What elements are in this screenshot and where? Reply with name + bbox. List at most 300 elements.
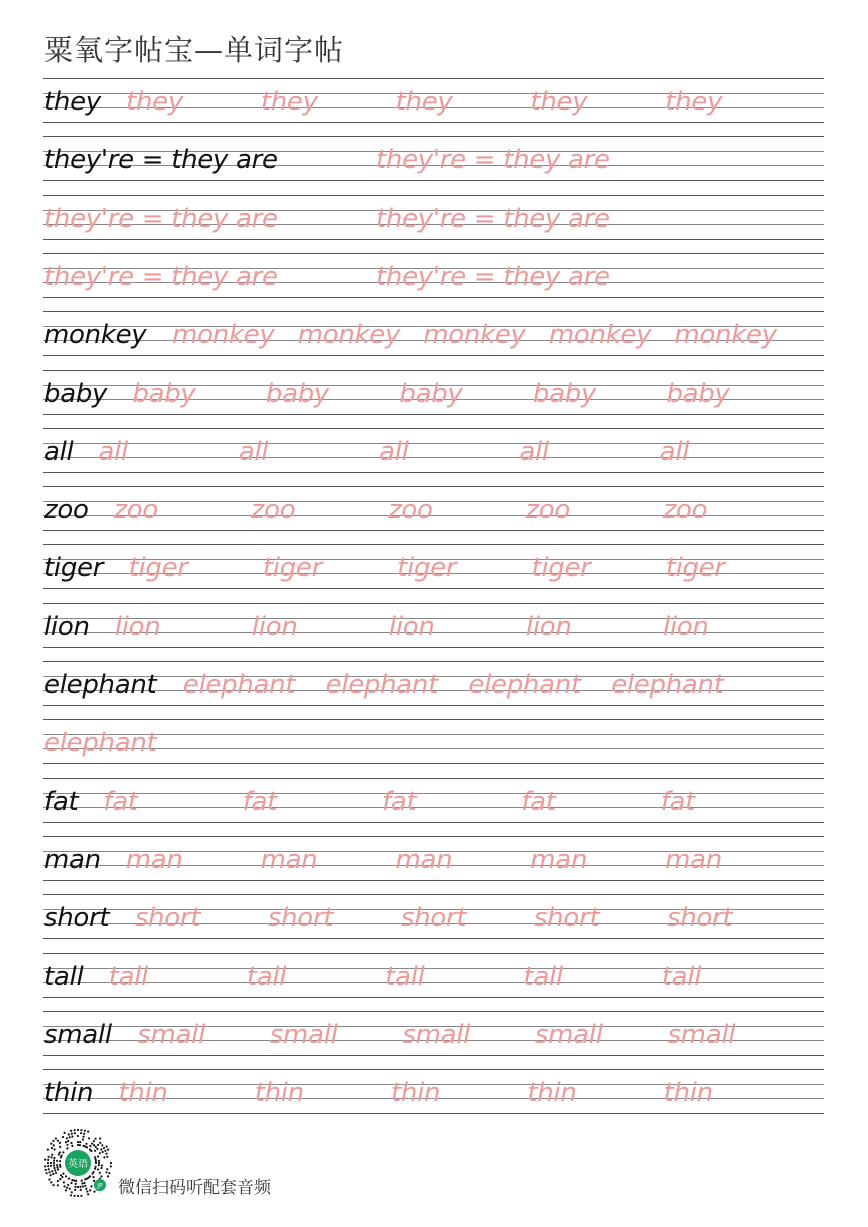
ruling-line [43, 763, 824, 764]
trace-word: they're = they are [44, 261, 278, 292]
qr-dot [70, 1182, 72, 1184]
qr-dot [75, 1183, 77, 1185]
qr-dot [101, 1144, 103, 1146]
qr-dot [62, 1151, 64, 1153]
qr-dot [48, 1168, 50, 1170]
ruling-line [43, 836, 824, 837]
qr-dot [99, 1137, 101, 1139]
trace-word: elephant [468, 670, 581, 700]
ruling-line [43, 355, 824, 356]
ruling-line [43, 982, 824, 983]
trace-word: thin [663, 1078, 713, 1109]
trace-word: monkey [423, 320, 526, 351]
trace-word: lion [525, 611, 572, 642]
qr-dot [85, 1188, 87, 1190]
trace-word: elephant [325, 670, 438, 700]
qr-dot [65, 1175, 67, 1177]
qr-dot [62, 1173, 64, 1175]
trace-word: they're = they are [376, 261, 610, 292]
qr-dot [77, 1144, 79, 1146]
ruling-line [43, 1069, 824, 1070]
trace-word: short [533, 903, 600, 934]
qr-dot [50, 1174, 52, 1176]
qr-dot [66, 1147, 68, 1149]
ruling-line [43, 938, 824, 939]
qr-dot [108, 1172, 110, 1174]
trace-word: baby [532, 378, 597, 409]
qr-dot [87, 1131, 89, 1133]
qr-dot [64, 1132, 66, 1134]
practice-row [0, 544, 868, 602]
qr-dot [71, 1145, 73, 1147]
qr-dot [101, 1164, 103, 1166]
qr-dot [105, 1171, 107, 1173]
ruling-line [43, 1055, 824, 1056]
ruling-line [43, 443, 824, 444]
qr-dot [93, 1180, 95, 1182]
ruling-line [43, 719, 824, 720]
practice-row [0, 78, 868, 136]
ruling-line [43, 239, 824, 240]
trace-word: man [530, 844, 588, 875]
trace-word: monkey [548, 320, 652, 351]
ruling-line [43, 793, 824, 794]
qr-dot [84, 1178, 86, 1180]
trace-word: small [269, 1019, 338, 1050]
qr-dot [51, 1170, 53, 1172]
page-title: 粟氧字帖宝—单词字帖 [44, 33, 345, 67]
trace-word: small [534, 1019, 603, 1050]
trace-word: fat [103, 786, 138, 817]
qr-dot [73, 1180, 75, 1182]
qr-dot [100, 1175, 102, 1177]
qr-dot [74, 1195, 76, 1197]
qr-dot [99, 1152, 101, 1154]
qr-dot [81, 1180, 83, 1182]
qr-dot [46, 1172, 48, 1174]
trace-word: small [667, 1019, 736, 1050]
practice-row [0, 953, 868, 1011]
qr-dot [69, 1136, 71, 1138]
trace-word: all [379, 436, 409, 467]
model-word: thin [44, 1078, 94, 1109]
qr-dot [84, 1185, 86, 1187]
trace-word: elephant [611, 670, 724, 700]
qr-dot [74, 1186, 76, 1188]
practice-row [0, 136, 868, 194]
trace-word: tiger [262, 553, 322, 584]
qr-dot [53, 1162, 55, 1164]
qr-dot [95, 1138, 97, 1140]
qr-dot [59, 1178, 61, 1180]
trace-word: tall [523, 961, 563, 992]
qr-dot [107, 1149, 109, 1151]
qr-dot [50, 1162, 52, 1164]
qr-dot [50, 1181, 52, 1183]
ruling-line [43, 807, 824, 808]
qr-dot [91, 1143, 93, 1145]
practice-row [0, 894, 868, 952]
trace-word: all [238, 436, 269, 467]
trace-word: all [519, 436, 549, 467]
qr-dot [74, 1129, 76, 1131]
trace-word: man [125, 844, 183, 875]
qr-dot [53, 1164, 55, 1166]
qr-dot [55, 1172, 57, 1174]
qr-dot [77, 1129, 79, 1131]
qr-dot [52, 1140, 54, 1142]
ruling-line [43, 311, 824, 312]
qr-dot [98, 1162, 100, 1164]
model-word: small [44, 1019, 112, 1050]
qr-dot [56, 1160, 58, 1162]
qr-badge-text: 英语 [68, 1159, 88, 1170]
qr-dot [94, 1168, 96, 1170]
qr-dot [50, 1143, 52, 1145]
practice-row [0, 778, 868, 836]
trace-word: baby [666, 378, 730, 409]
practice-row [0, 1069, 868, 1127]
ruling-line [43, 1011, 824, 1012]
trace-word: zoo [525, 495, 570, 526]
footer [42, 1127, 442, 1207]
qr-dot [83, 1182, 85, 1184]
qr-dot [100, 1148, 102, 1150]
qr-dot [56, 1164, 58, 1166]
qr-dot [70, 1142, 72, 1144]
qr-dot [104, 1150, 106, 1152]
qr-dot [102, 1151, 104, 1153]
practice-row [0, 311, 868, 369]
qr-dot [51, 1156, 53, 1158]
qr-dot [71, 1191, 73, 1193]
qr-code-icon [42, 1127, 114, 1199]
trace-word: short [267, 903, 334, 934]
qr-dot [47, 1162, 49, 1164]
qr-dot [77, 1141, 79, 1143]
trace-word: thin [254, 1078, 304, 1109]
qr-dot [52, 1184, 54, 1186]
trace-word: small [137, 1019, 206, 1050]
qr-dot [68, 1133, 70, 1135]
qr-dot [80, 1129, 82, 1131]
ruling-line [43, 530, 824, 531]
qr-badge-small-text: JP [97, 1182, 103, 1190]
practice-row [0, 1011, 868, 1069]
qr-dot [57, 1140, 59, 1142]
qr-dot [79, 1141, 81, 1143]
ruling-line [43, 122, 824, 123]
qr-dot [82, 1138, 84, 1140]
practice-row [0, 428, 868, 486]
practice-row [0, 836, 868, 894]
qr-dot [45, 1169, 47, 1171]
qr-dot [87, 1193, 89, 1195]
ruling-line [43, 734, 824, 735]
qr-dot [88, 1137, 90, 1139]
qr-dot [65, 1141, 67, 1143]
practice-row [0, 661, 868, 719]
qr-dot [66, 1137, 68, 1139]
ruling-line [43, 997, 824, 998]
model-word: tiger [44, 553, 104, 584]
qr-dot [52, 1173, 54, 1175]
trace-word: fat [521, 786, 556, 817]
qr-dot [110, 1162, 112, 1164]
qr-dot [99, 1142, 101, 1144]
qr-dot [79, 1144, 81, 1146]
trace-word: baby [265, 378, 329, 409]
qr-dot [83, 1133, 85, 1135]
trace-word: man [395, 844, 453, 875]
ruling-line [43, 297, 824, 298]
trace-word: monkey [297, 320, 401, 351]
qr-dot [100, 1167, 102, 1169]
trace-word: zoo [388, 495, 433, 526]
qr-dot [59, 1160, 61, 1162]
qr-dot [61, 1176, 63, 1178]
trace-word: man [665, 844, 722, 875]
ruling-line [43, 370, 824, 371]
trace-word: short [666, 903, 733, 934]
trace-word: tall [246, 961, 287, 992]
qr-dot [62, 1136, 64, 1138]
qr-dot [80, 1189, 82, 1191]
model-word: elephant [44, 670, 157, 700]
qr-dot [44, 1159, 46, 1161]
qr-dot [60, 1174, 62, 1176]
trace-word: they're = they are [376, 145, 610, 176]
trace-word: monkey [172, 320, 275, 351]
ruling-line [43, 136, 824, 137]
ruling-line [43, 428, 824, 429]
trace-word: all [659, 436, 690, 467]
qr-dot [48, 1156, 50, 1158]
practice-row [0, 370, 868, 428]
trace-word: monkey [674, 320, 777, 351]
qr-dot [93, 1144, 95, 1146]
trace-word: tall [108, 961, 148, 992]
qr-dot [92, 1173, 94, 1175]
qr-dot [89, 1189, 91, 1191]
qr-dot [93, 1191, 95, 1193]
practice-row [0, 486, 868, 544]
footer-caption: 微信扫码听配套音频 [118, 1178, 271, 1198]
model-word: monkey [44, 320, 147, 351]
trace-word: elephant [44, 728, 157, 759]
qr-dot [44, 1165, 46, 1167]
qr-dot [47, 1165, 49, 1167]
qr-dot [47, 1159, 49, 1161]
qr-dot [66, 1187, 68, 1189]
trace-word: tiger [531, 553, 591, 584]
qr-dot [48, 1178, 50, 1180]
qr-dot [95, 1162, 97, 1164]
trace-word: lion [251, 611, 298, 642]
qr-dot [105, 1153, 107, 1155]
ruling-line [43, 778, 824, 779]
qr-dot [106, 1156, 108, 1158]
qr-dot [80, 1132, 82, 1134]
qr-dot [51, 1154, 53, 1156]
qr-dot [54, 1169, 56, 1171]
qr-dot [63, 1181, 65, 1183]
trace-word: lion [388, 611, 435, 642]
qr-dot [97, 1155, 99, 1157]
trace-word: they [530, 87, 588, 117]
practice-row [0, 195, 868, 253]
qr-dot [77, 1195, 79, 1197]
model-word: tall [44, 961, 84, 992]
qr-dot [68, 1178, 70, 1180]
qr-dot [47, 1149, 49, 1151]
qr-dot [54, 1148, 56, 1150]
trace-word: tiger [128, 553, 188, 584]
model-word: zoo [44, 495, 89, 526]
qr-dot [59, 1164, 61, 1166]
qr-dot [83, 1136, 85, 1138]
trace-word: thin [118, 1078, 168, 1109]
ruling-line [43, 253, 824, 254]
qr-dot [103, 1147, 105, 1149]
trace-word: elephant [182, 670, 296, 700]
trace-word: baby [399, 378, 463, 409]
qr-dot [70, 1194, 72, 1196]
trace-word: they're = they are [44, 203, 278, 234]
ruling-line [43, 544, 824, 545]
trace-word: small [402, 1019, 471, 1050]
trace-word: tiger [397, 553, 457, 584]
qr-dot [85, 1143, 87, 1145]
qr-dot [74, 1189, 76, 1191]
ruling-line [43, 472, 824, 473]
qr-dot [86, 1190, 88, 1192]
trace-word: lion [662, 611, 709, 642]
qr-dot [110, 1165, 112, 1167]
qr-dot [69, 1188, 71, 1190]
trace-word: they [126, 87, 183, 117]
trace-word: they're = they are [376, 203, 610, 234]
qr-dot [95, 1166, 97, 1168]
trace-word: short [134, 903, 201, 934]
trace-word: thin [527, 1078, 577, 1109]
qr-dot [82, 1185, 84, 1187]
qr-dot [98, 1160, 100, 1162]
trace-word: fat [381, 786, 417, 817]
ruling-line [43, 822, 824, 823]
trace-word: they [665, 87, 723, 117]
ruling-line [43, 1113, 824, 1114]
ruling-line [43, 968, 824, 969]
qr-dot [61, 1155, 63, 1157]
ruling-line [43, 748, 824, 749]
qr-dot [50, 1165, 52, 1167]
qr-dot [98, 1164, 100, 1166]
ruling-line [43, 195, 824, 196]
trace-word: tiger [665, 553, 725, 584]
qr-dot [95, 1146, 97, 1148]
trace-word: tall [385, 961, 425, 992]
qr-dot [107, 1175, 109, 1177]
qr-dot [89, 1145, 91, 1147]
ruling-line [43, 78, 824, 79]
qr-dot [70, 1130, 72, 1132]
qr-dot [53, 1157, 55, 1159]
qr-dot [103, 1156, 105, 1158]
model-word: they [44, 87, 101, 117]
trace-word: baby [132, 378, 196, 409]
model-word: all [44, 436, 74, 467]
qr-dot [97, 1144, 99, 1146]
model-word: they're = they are [44, 145, 278, 176]
model-word: fat [44, 786, 79, 817]
practice-row [0, 719, 868, 777]
trace-word: fat [242, 786, 277, 817]
qr-dot [93, 1176, 95, 1178]
qr-dot [94, 1156, 96, 1158]
qr-dot [65, 1189, 67, 1191]
ruling-line [43, 180, 824, 181]
qr-dot [99, 1172, 101, 1174]
qr-dot [66, 1144, 68, 1146]
qr-dot [81, 1182, 83, 1184]
trace-word: zoo [662, 495, 708, 526]
qr-dot [67, 1184, 69, 1186]
qr-dot [53, 1167, 55, 1169]
trace-word: tall [661, 961, 702, 992]
qr-dot [71, 1133, 73, 1135]
trace-word: short [400, 903, 467, 934]
ruling-line [43, 647, 824, 648]
qr-dot [67, 1140, 69, 1142]
qr-dot [59, 1146, 61, 1148]
qr-dot [57, 1168, 59, 1170]
model-word: baby [44, 378, 108, 409]
qr-dot [90, 1185, 92, 1187]
qr-dot [77, 1186, 79, 1188]
trace-word: lion [114, 611, 161, 642]
practice-row [0, 603, 868, 661]
qr-dot [57, 1180, 59, 1182]
qr-dot [93, 1140, 95, 1142]
qr-dot [53, 1144, 55, 1146]
qr-dot [95, 1160, 97, 1162]
qr-dot [86, 1146, 88, 1148]
trace-word: all [98, 436, 128, 467]
trace-word: zoo [250, 495, 296, 526]
ruling-line [43, 457, 824, 458]
ruling-line [43, 588, 824, 589]
qr-dot [48, 1171, 50, 1173]
qr-dot [77, 1135, 79, 1137]
qr-dot [106, 1168, 108, 1170]
ruling-line [43, 880, 824, 881]
qr-dot [59, 1142, 61, 1144]
qr-dot [59, 1151, 61, 1153]
qr-dot [55, 1137, 57, 1139]
ruling-line [43, 486, 824, 487]
qr-dot [80, 1195, 82, 1197]
ruling-line [43, 414, 824, 415]
qr-dot [58, 1153, 60, 1155]
qr-dot [63, 1185, 65, 1187]
qr-dot [96, 1148, 98, 1150]
qr-dot [57, 1184, 59, 1186]
practice-row [0, 253, 868, 311]
model-word: short [44, 903, 110, 934]
trace-word: they [260, 87, 318, 117]
qr-dot [56, 1166, 58, 1168]
